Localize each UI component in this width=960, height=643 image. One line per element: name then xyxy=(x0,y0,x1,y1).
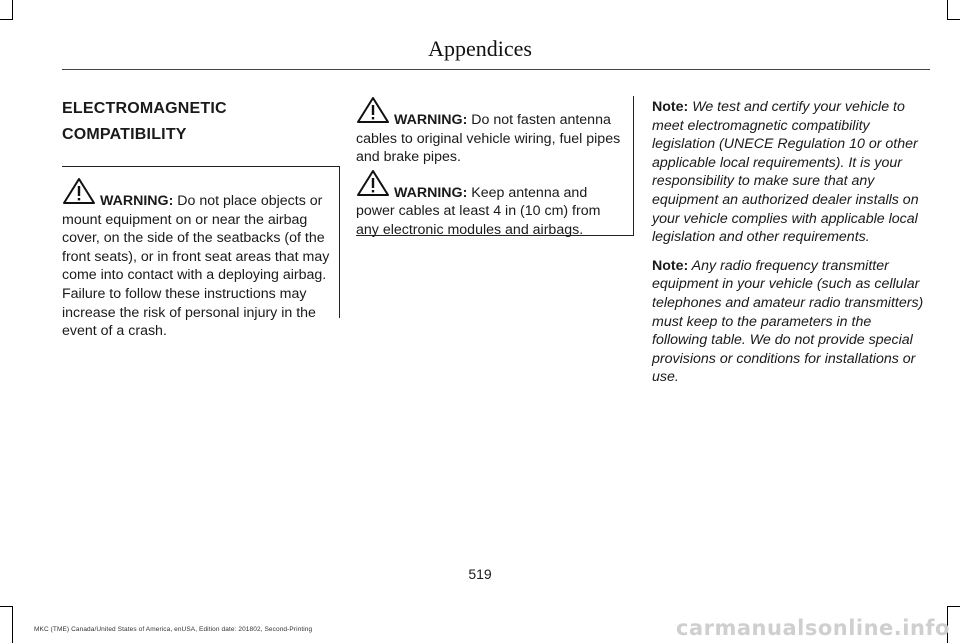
warning-text: Do not fasten antenna cables to original vehicle wiring, fuel pipes and brake pipes. xyxy=(356,112,621,166)
page-number: 519 xyxy=(468,566,492,582)
warning-paragraph xyxy=(62,185,333,341)
watermark-logo: carmanualsonline.info xyxy=(676,616,950,640)
warning-paragraph xyxy=(356,177,627,240)
column-middle xyxy=(356,96,634,236)
crop-mark xyxy=(12,606,13,643)
note-label: Note: xyxy=(652,99,689,115)
warning-text: Keep antenna and power cables at least 4 in (10 cm) from any electronic modules and airbags. xyxy=(356,184,601,238)
crop-mark xyxy=(12,0,13,20)
note-text: Any radio frequency transmitter equipment in your vehicle (such as cellular telephones and amateur radio transmitters) must keep to the parameters in the following table. We do not provide special provisions or conditions for installations or use. xyxy=(652,257,924,386)
warning-box xyxy=(62,166,340,340)
warning-triangle-icon xyxy=(356,104,390,128)
section-heading: ELECTROMAGNETIC xyxy=(62,100,227,117)
warning-label: WARNING: xyxy=(394,184,468,201)
warning-triangle-icon xyxy=(62,185,96,209)
warning-box xyxy=(356,96,634,236)
edition-footer: MKC (TME) Canada/United States of America, enUSA, Edition date: 201802, Second-Printing xyxy=(34,626,313,633)
warning-label: WARNING: xyxy=(394,112,468,128)
warning-label: WARNING: xyxy=(100,193,174,209)
warning-paragraph xyxy=(356,104,627,167)
note-paragraph xyxy=(652,257,930,387)
crop-mark xyxy=(0,19,13,20)
column-right xyxy=(652,98,930,397)
note-paragraph xyxy=(652,98,930,247)
crop-mark xyxy=(947,19,960,20)
crop-mark xyxy=(0,606,13,607)
page-title: Appendices xyxy=(428,36,532,61)
header-divider xyxy=(62,69,930,70)
note-label: Note: xyxy=(652,257,689,274)
note-text: We test and certify your vehicle to meet electromagnetic compatibility legislation (UNECE Regulation 10 or other applicable local requirements). It is your responsibility to make sure that any equipment an authorized dealer installs on your vehicle complies with applicable local legislation and other requirements. xyxy=(652,99,919,246)
column-left xyxy=(62,96,340,340)
crop-mark xyxy=(947,606,960,607)
section-heading-continued: COMPATIBILITY xyxy=(62,126,187,143)
warning-text: Do not place objects or mount equipment on or near the airbag cover, on the side of the seatbacks (of the front seats), or in front seat areas that may come into contact with a deploying airbag. Failure to follow these instructions may increase the risk of personal injury in the event of a crash. xyxy=(62,193,330,340)
crop-mark xyxy=(947,0,948,20)
warning-triangle-icon xyxy=(356,177,390,201)
